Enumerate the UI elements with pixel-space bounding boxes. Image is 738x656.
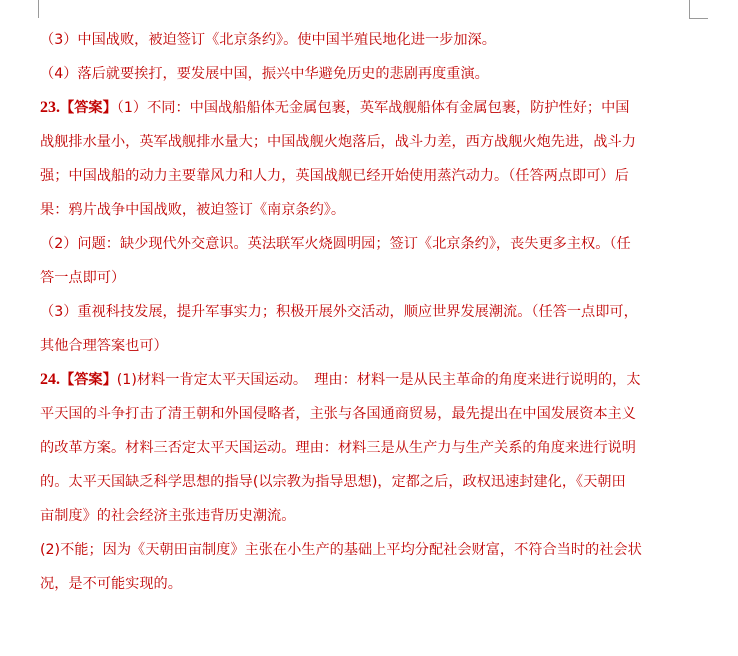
q23-sub2-line-1 <box>40 232 631 256</box>
q23-line-3 <box>40 164 629 188</box>
q23-line-2 <box>40 130 636 154</box>
q23-sub3-line-1 <box>40 300 638 324</box>
q24-line-2 <box>40 402 636 426</box>
q24-number: 24. <box>40 371 60 388</box>
q24-line-5 <box>40 504 295 528</box>
q24-line-1-text: (1)材料一肯定太平天国运动。 理由：材料一是从民主革命的角度来进行说明的，太 <box>116 372 641 388</box>
q23-sub3-line-1-text: （3）重视科技发展，提升军事实力；积极开展外交活动，顺应世界发展潮流。（任答一点即可， <box>40 304 638 320</box>
q24-line-4 <box>40 470 626 494</box>
q23-line-1-text: （1）不同：中国战船船体无金属包裹，英军战舰船体有金属包裹，防护性好；中国 <box>116 100 630 116</box>
q23-line-4 <box>40 198 345 222</box>
page-corner-mark-top-left <box>0 0 39 18</box>
q23-line-1 <box>40 96 629 120</box>
q24-line-3 <box>40 436 636 460</box>
page-corner-mark-top-right <box>689 0 708 19</box>
q24-sub2-line-1-text: (2)不能；因为《天朝田亩制度》主张在小生产的基础上平均分配社会财富，不符合当时的社会状 <box>40 542 642 558</box>
q24-sub2-line-1 <box>40 538 642 562</box>
q22-sub3-line <box>40 28 496 52</box>
q24-line-2-text: 平天国的斗争打击了清王朝和外国侵略者，主张与各国通商贸易，最先提出在中国发展资本主义 <box>40 406 636 422</box>
q22-sub4-line <box>40 62 489 86</box>
q24-sub2-line-2-text: 况，是不可能实现的。 <box>40 576 182 592</box>
q24-line-1 <box>40 368 641 392</box>
q24-line-5-text: 亩制度》的社会经济主张违背历史潮流。 <box>40 508 296 524</box>
q24-line-3-text: 的改革方案。材料三否定太平天国运动。理由：材料三是从生产力与生产关系的角度来进行说明 <box>40 440 636 456</box>
q23-line-4-text: 果：鸦片战争中国战败，被迫签订《南京条约》。 <box>40 202 346 218</box>
q23-sub3-line-2-text: 其他合理答案也可） <box>40 338 168 354</box>
q24-sub2-line-2 <box>40 572 182 596</box>
q23-number: 23. <box>40 99 60 116</box>
q23-sub2-line-2 <box>40 266 125 290</box>
q23-sub2-line-1-text: （2）问题：缺少现代外交意识。英法联军火烧圆明园；签订《北京条约》，丧失更多主权。（任 <box>40 236 631 252</box>
q23-sub2-line-2-text: 答一点即可） <box>40 270 126 286</box>
q23-line-3-text: 强；中国战船的动力主要靠风力和人力，英国战舰已经开始使用蒸汽动力。（任答两点即可）后 <box>40 168 629 184</box>
q24-line-4-text: 的。太平天国缺乏科学思想的指导(以宗教为指导思想)，定都之后，政权迅速封建化，《天朝田 <box>40 474 626 490</box>
q23-answer-tag: 【答案】 <box>60 100 117 116</box>
q22-sub3-text: （3）中国战败，被迫签订《北京条约》。使中国半殖民地化进一步加深。 <box>40 32 496 48</box>
q22-sub4-text: （4）落后就要挨打，要发展中国，振兴中华避免历史的悲剧再度重演。 <box>40 66 489 82</box>
q24-answer-tag: 【答案】 <box>60 372 117 388</box>
q23-line-2-text: 战舰排水量小，英军战舰排水量大；中国战舰火炮落后，战斗力差，西方战舰火炮先进，战斗力 <box>40 134 636 150</box>
q23-sub3-line-2 <box>40 334 168 358</box>
